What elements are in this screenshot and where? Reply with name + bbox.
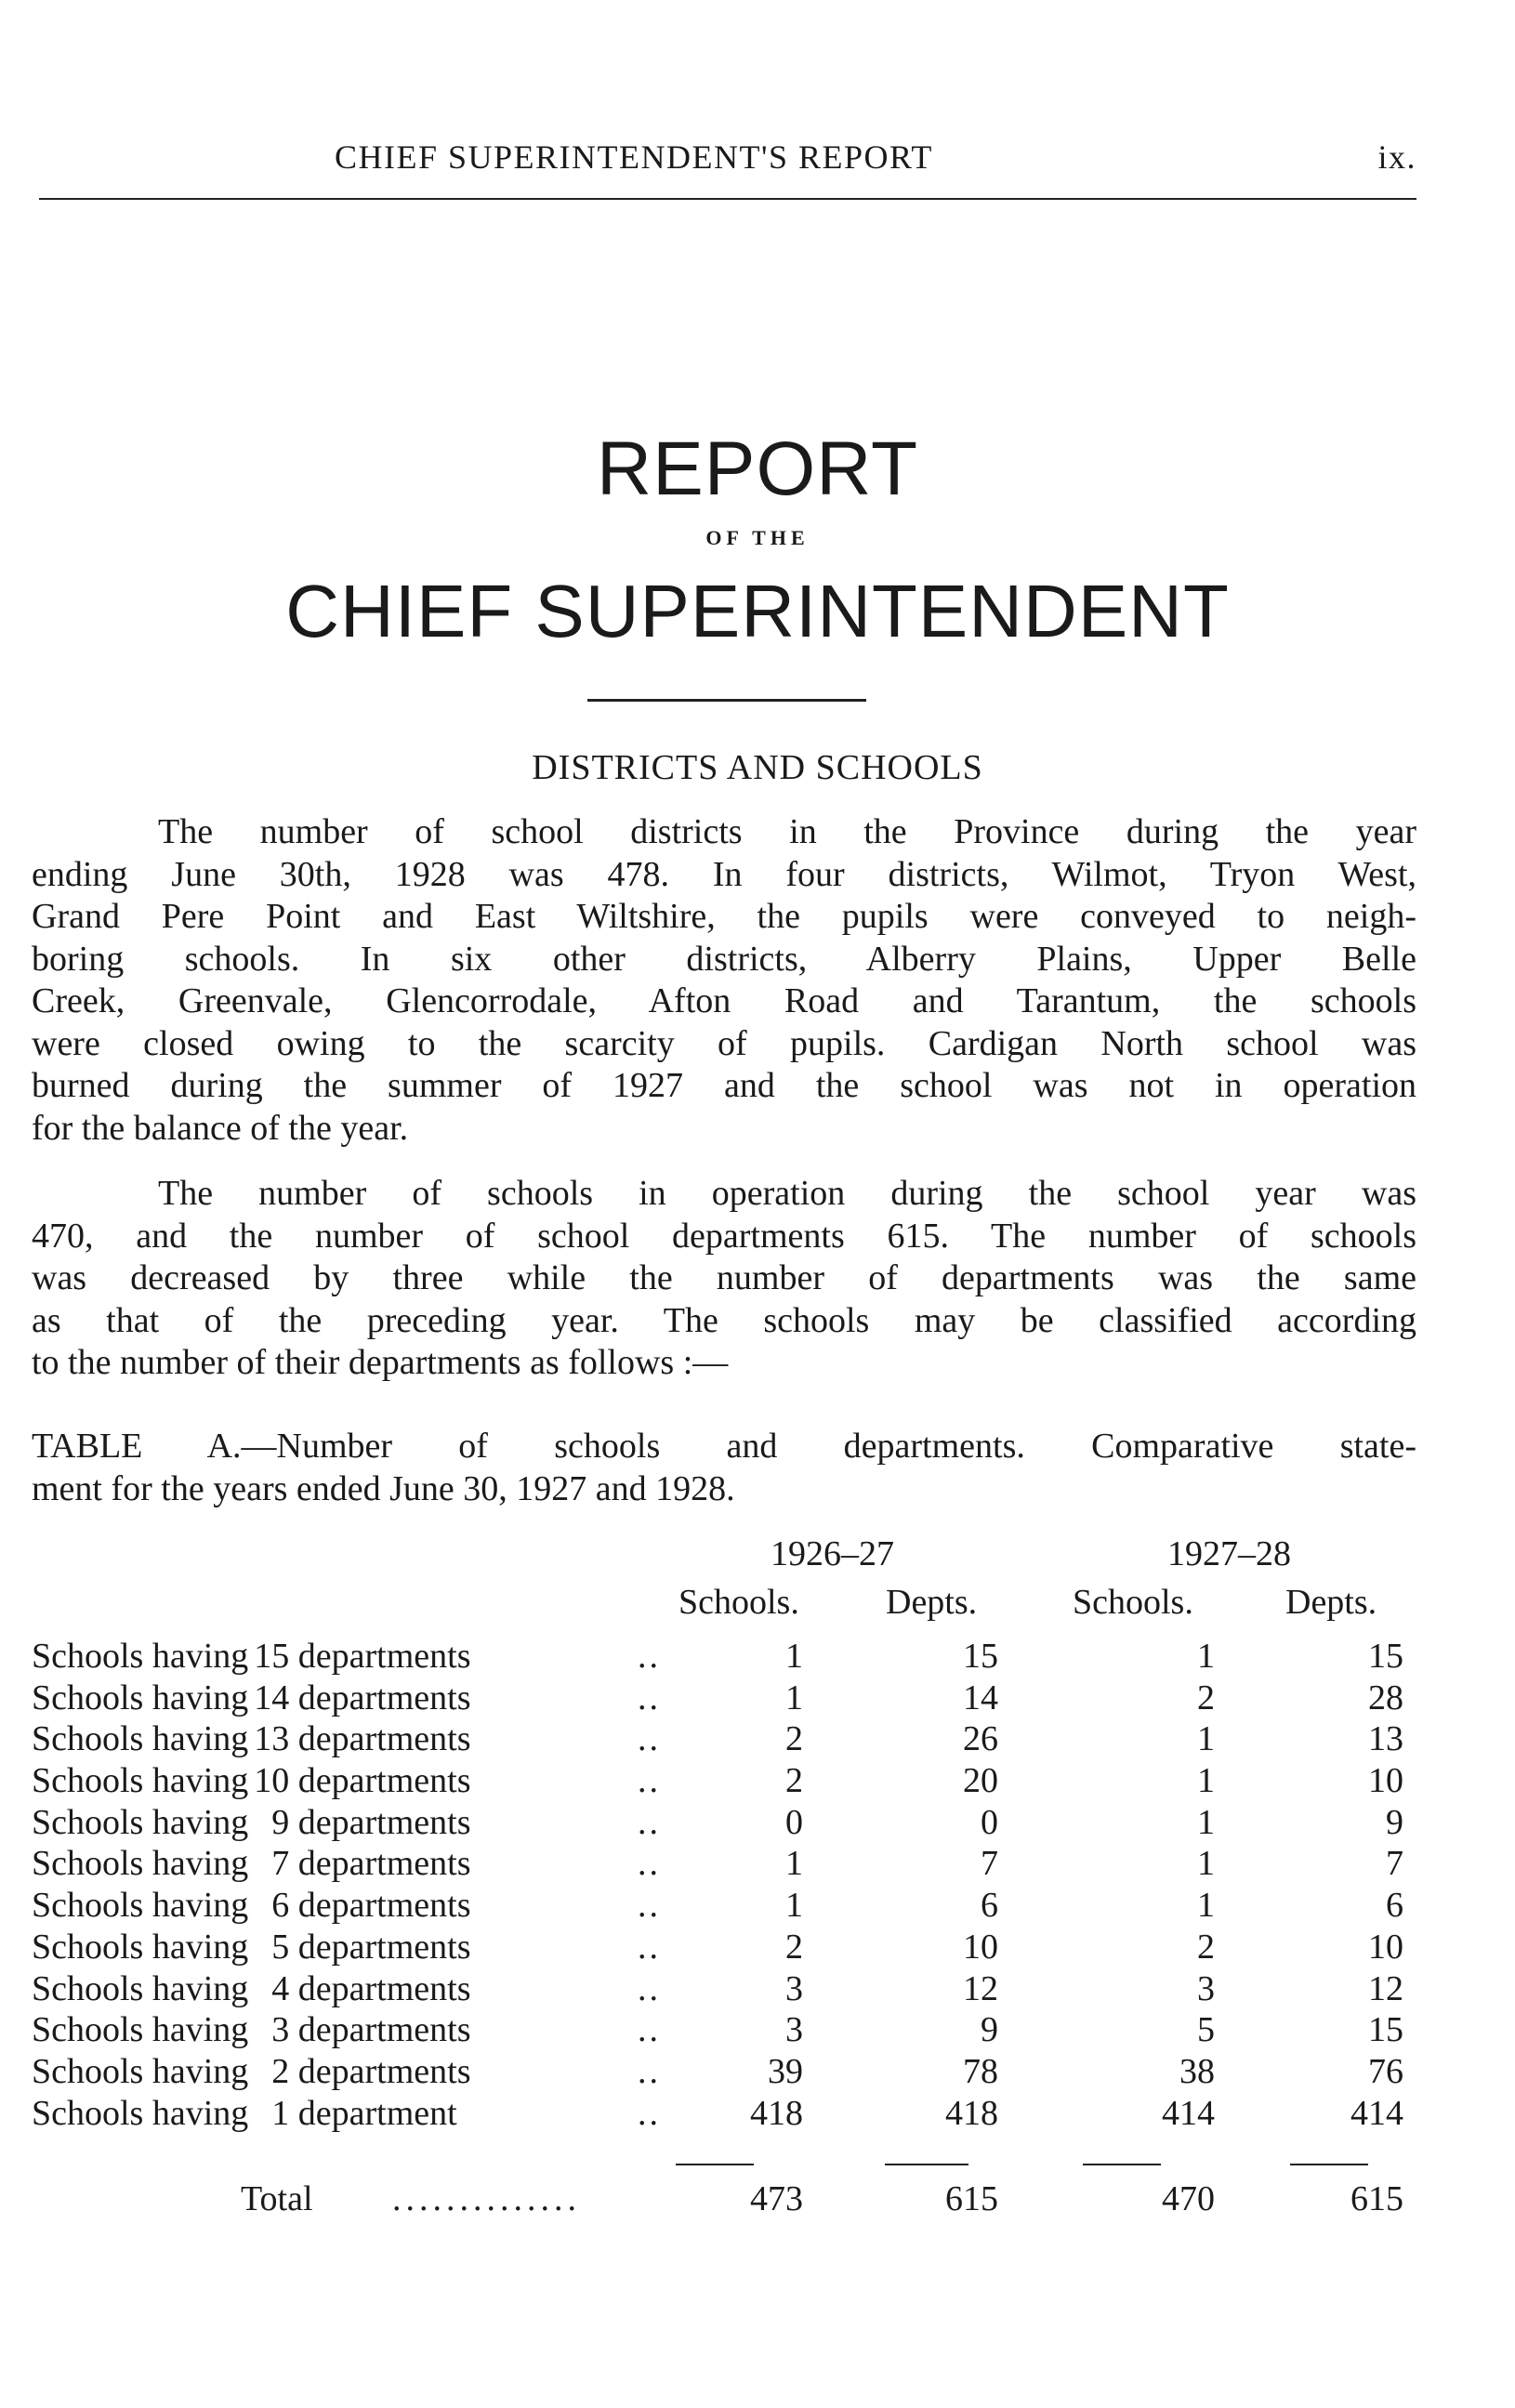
table-row (32, 1927, 1426, 1968)
row-label-prefix: Schools having (32, 1719, 249, 1759)
text-line: Grand Pere Point and East Wiltshire, the pupils were conveyed to neigh- (32, 897, 1416, 936)
cell-schools-1927: 418 (750, 2093, 803, 2133)
cell-schools-1928: 38 (1179, 2051, 1215, 2091)
row-label-count: 4 (271, 1968, 290, 2008)
row-label-suffix: departments (297, 1761, 471, 1801)
cell-depts-1928: 15 (1368, 2010, 1403, 2050)
text-line: were closed owing to the scarcity of pupils. Cardigan North school was (32, 1023, 1416, 1063)
cell-schools-1928: 1 (1197, 1802, 1215, 1842)
row-label-prefix: Schools having (32, 1844, 249, 1884)
cell-schools-1927: 39 (768, 2051, 803, 2091)
row-label-count: 13 (254, 1719, 290, 1759)
cell-schools-1928: 1 (1197, 1844, 1215, 1884)
row-label-suffix: departments (297, 1844, 471, 1884)
text-line: boring schools. In six other districts, Alberry Plains, Upper Belle (32, 939, 1416, 979)
text-line: TABLE A.—Number of schools and departments. Comparative state- (32, 1427, 1416, 1466)
row-label (32, 1718, 471, 1760)
row-label (32, 1760, 471, 1802)
row-label-count: 14 (254, 1678, 290, 1717)
text-line: 470, and the number of school departments 615. The number of schools (32, 1216, 1416, 1256)
year-header-1927-28: 1927–28 (1167, 1534, 1291, 1573)
col-header-schools-1927: Schools. (678, 1583, 799, 1622)
cell-schools-1927: 1 (785, 1886, 803, 1926)
row-label (32, 1802, 471, 1844)
cell-depts-1927: 418 (945, 2093, 998, 2133)
leader-dots: .. (638, 1802, 661, 1842)
cell-schools-1927: 0 (785, 1802, 803, 1842)
table-row (32, 1802, 1426, 1844)
col-header-schools-1928: Schools. (1073, 1583, 1193, 1622)
table-row (32, 2051, 1426, 2093)
row-label-count: 5 (271, 1927, 290, 1967)
cell-depts-1928: 9 (1386, 1802, 1403, 1842)
cell-schools-1927: 2 (785, 1719, 803, 1759)
sum-rule (676, 2164, 754, 2165)
total-leader-dots: .............. (392, 2179, 581, 2218)
row-label-count: 7 (271, 1844, 290, 1884)
row-label-prefix: Schools having (32, 2093, 249, 2133)
table-row (32, 1718, 1426, 1760)
header-rule (39, 198, 1416, 200)
paragraph-districts (32, 811, 1416, 1150)
table-row (32, 1760, 1426, 1802)
leader-dots: .. (638, 1761, 661, 1801)
cell-schools-1927: 1 (785, 1678, 803, 1717)
cell-depts-1927: 20 (963, 1761, 998, 1801)
cell-schools-1928: 3 (1197, 1968, 1215, 2008)
row-label-suffix: departments (297, 1802, 471, 1842)
title-of-the: OF THE (705, 526, 810, 549)
cell-schools-1928: 1 (1197, 1719, 1215, 1759)
leader-dots: .. (638, 2093, 661, 2133)
row-label-prefix: Schools having (32, 1678, 249, 1717)
cell-schools-1927: 1 (785, 1637, 803, 1676)
row-label-prefix: Schools having (32, 2051, 249, 2091)
text-line: Creek, Greenvale, Glencorrodale, Afton Road and Tarantum, the schools (32, 981, 1416, 1020)
row-label-count: 2 (271, 2051, 290, 2091)
text-line: ending June 30th, 1928 was 478. In four districts, Wilmot, Tryon West, (32, 854, 1416, 894)
row-label-count: 3 (271, 2010, 290, 2050)
table-row (32, 2093, 1426, 2135)
text-line: for the balance of the year. (32, 1108, 409, 1148)
row-label-prefix: Schools having (32, 1886, 249, 1926)
row-label-count: 6 (271, 1886, 290, 1926)
year-header-1926-27: 1926–27 (771, 1534, 894, 1573)
cell-depts-1927: 10 (963, 1927, 998, 1967)
cell-schools-1928: 414 (1162, 2093, 1215, 2133)
col-header-depts-1928: Depts. (1285, 1583, 1377, 1622)
row-label-prefix: Schools having (32, 1761, 249, 1801)
text-line: was decreased by three while the number of departments was the same (32, 1258, 1416, 1297)
table-body (32, 1636, 1426, 2134)
cell-schools-1928: 1 (1197, 1637, 1215, 1676)
row-label-suffix: departments (297, 2010, 471, 2050)
cell-schools-1927: 3 (785, 2010, 803, 2050)
leader-dots: .. (638, 1844, 661, 1884)
row-label (32, 1843, 471, 1885)
leader-dots: .. (638, 1968, 661, 2008)
cell-depts-1927: 14 (963, 1678, 998, 1717)
row-label-prefix: Schools having (32, 1637, 249, 1676)
row-label (32, 2009, 471, 2051)
cell-depts-1928: 12 (1368, 1968, 1403, 2008)
sum-rule (1083, 2164, 1161, 2165)
cell-depts-1927: 15 (963, 1637, 998, 1676)
row-label (32, 2093, 457, 2135)
paragraph-schools (32, 1173, 1416, 1385)
table-row (32, 1885, 1426, 1927)
row-label-suffix: departments (297, 1637, 471, 1676)
row-label-prefix: Schools having (32, 1927, 249, 1967)
leader-dots: .. (638, 1678, 661, 1717)
row-label (32, 1968, 471, 2010)
row-label (32, 1885, 471, 1927)
row-label (32, 1678, 471, 1719)
total-schools-1928: 470 (1162, 2179, 1215, 2218)
row-label-suffix: departments (297, 1886, 471, 1926)
running-head-title: CHIEF SUPERINTENDENT'S REPORT (335, 138, 933, 176)
table-row (32, 1843, 1426, 1885)
row-label-suffix: departments (297, 2051, 471, 2091)
cell-depts-1928: 6 (1386, 1886, 1403, 1926)
row-label-count: 1 (271, 2093, 290, 2133)
cell-schools-1927: 3 (785, 1968, 803, 2008)
cell-depts-1928: 414 (1350, 2093, 1403, 2133)
row-label-prefix: Schools having (32, 2010, 249, 2050)
row-label-suffix: department (297, 2093, 457, 2133)
total-depts-1927: 615 (945, 2179, 998, 2218)
cell-depts-1928: 13 (1368, 1719, 1403, 1759)
leader-dots: .. (638, 1719, 661, 1759)
table-row (32, 1636, 1426, 1678)
col-header-depts-1927: Depts. (886, 1583, 978, 1622)
cell-depts-1928: 7 (1386, 1844, 1403, 1884)
cell-depts-1927: 7 (981, 1844, 998, 1884)
total-depts-1928: 615 (1350, 2179, 1403, 2218)
row-label-count: 10 (254, 1761, 290, 1801)
cell-schools-1927: 2 (785, 1761, 803, 1801)
leader-dots: .. (638, 1886, 661, 1926)
cell-depts-1927: 0 (981, 1802, 998, 1842)
text-line: as that of the preceding year. The schools may be classified according (32, 1300, 1416, 1340)
leader-dots: .. (638, 1637, 661, 1676)
cell-depts-1927: 9 (981, 2010, 998, 2050)
cell-depts-1928: 15 (1368, 1637, 1403, 1676)
table-row (32, 2009, 1426, 2051)
text-line: ment for the years ended June 30, 1927 and 1928. (32, 1468, 735, 1508)
title-report: REPORT (596, 427, 919, 511)
cell-schools-1927: 1 (785, 1844, 803, 1884)
cell-depts-1928: 10 (1368, 1761, 1403, 1801)
row-label-suffix: departments (297, 1678, 471, 1717)
page-number: ix. (1377, 138, 1416, 176)
cell-depts-1928: 76 (1368, 2051, 1403, 2091)
row-label (32, 1636, 471, 1678)
cell-schools-1927: 2 (785, 1927, 803, 1967)
cell-depts-1928: 10 (1368, 1927, 1403, 1967)
text-line: The number of schools in operation during the school year was (158, 1174, 1416, 1213)
cell-schools-1928: 1 (1197, 1761, 1215, 1801)
row-label-suffix: departments (297, 1927, 471, 1967)
cell-depts-1927: 26 (963, 1719, 998, 1759)
row-label (32, 1927, 471, 1968)
cell-schools-1928: 5 (1197, 2010, 1215, 2050)
cell-depts-1927: 12 (963, 1968, 998, 2008)
row-label (32, 2051, 471, 2093)
cell-schools-1928: 1 (1197, 1886, 1215, 1926)
row-label-prefix: Schools having (32, 1802, 249, 1842)
cell-schools-1928: 2 (1197, 1927, 1215, 1967)
leader-dots: .. (638, 2010, 661, 2050)
row-label-suffix: departments (297, 1719, 471, 1759)
total-schools-1927: 473 (750, 2179, 803, 2218)
row-label-suffix: departments (297, 1968, 471, 2008)
text-line: burned during the summer of 1927 and the school was not in operation (32, 1066, 1416, 1105)
row-label-prefix: Schools having (32, 1968, 249, 2008)
table-row (32, 1678, 1426, 1719)
cell-depts-1927: 78 (963, 2051, 998, 2091)
leader-dots: .. (638, 1927, 661, 1967)
row-label-count: 9 (271, 1802, 290, 1842)
cell-depts-1927: 6 (981, 1886, 998, 1926)
section-heading: DISTRICTS AND SCHOOLS (532, 748, 983, 787)
cell-depts-1928: 28 (1368, 1678, 1403, 1717)
table-caption (32, 1426, 1416, 1510)
cell-schools-1928: 2 (1197, 1678, 1215, 1717)
leader-dots: .. (638, 2051, 661, 2091)
total-label: Total (241, 2179, 313, 2218)
sum-rule (885, 2164, 968, 2165)
table-row (32, 1968, 1426, 2010)
row-label-count: 15 (254, 1637, 290, 1676)
text-line: The number of school districts in the Province during the year (158, 812, 1416, 851)
sum-rule (1290, 2164, 1368, 2165)
title-chief-superintendent: CHIEF SUPERINTENDENT (285, 570, 1230, 652)
text-line: to the number of their departments as follows :— (32, 1343, 729, 1382)
ornament-rule (587, 699, 866, 702)
